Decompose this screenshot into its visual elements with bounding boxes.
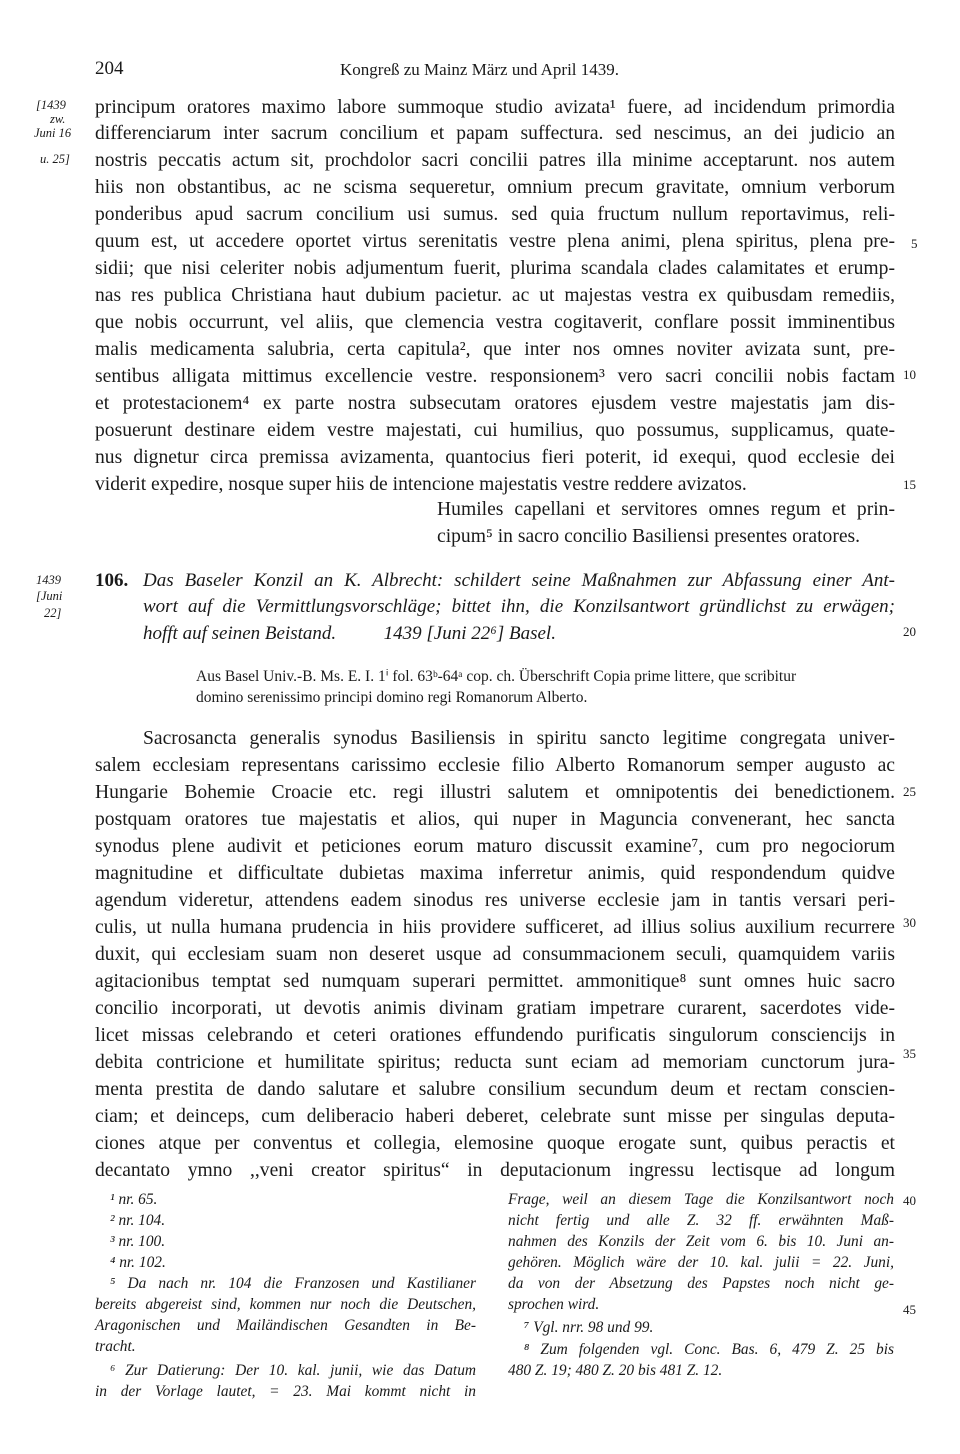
footnote-line: sprochen wird.	[508, 1296, 600, 1313]
line-number: 20	[903, 624, 916, 639]
entry-number: 106.	[95, 570, 129, 591]
letter-line: que nobis occurrunt, vel aliis, que clemencia vestra cogitaverit, conflare possit imminentibus	[95, 312, 895, 333]
footnote-line: nahmen des Konzils der Zeit vom 6. bis 10. Juni an-	[508, 1233, 894, 1250]
letter-line: et protestacionem⁴ ex parte nostra subsecutam oratores ejusdem vestre majestatis jam dis-	[95, 393, 895, 414]
line-number: 25	[903, 784, 916, 799]
footnote-line: da von der Absetzung des Papstes noch nicht ge-	[508, 1275, 894, 1292]
margin-date-line: zw.	[50, 112, 66, 126]
letter-line: posuerunt destinare eidem vestre majestati, cui humilius, quo possumus, supplicamus, quate-	[95, 420, 895, 441]
footnote-line: ³ nr. 100.	[110, 1233, 166, 1250]
signature-line: cipum⁵ in sacro concilio Basiliensi presentes oratores.	[437, 526, 861, 547]
body-line: agendum videretur, attendens eadem sinodus res universe ecclesie jam in tantis versari peri-	[95, 890, 895, 911]
body-line: culis, ut nulla humana prudencia in hiis providere sufficeret, ad illius solius auxilium recurrere	[95, 917, 895, 938]
letter-line: differenciarum inter sacrum concilium et papam suffectura. sed nescimus, an dei judicio an	[95, 123, 895, 144]
margin-date-line: [1439	[36, 98, 66, 112]
letter-line: nas res publica Christiana haut dubium pacietur. ac ut majestas vestra ex quibusdam remediis,	[95, 285, 895, 306]
line-number: 5	[911, 236, 918, 251]
margin-date-line: Juni 16	[34, 126, 72, 140]
body-line: ciones atque per conventus et collegia, elemosine quoque erogate sunt, quibus peractis et	[95, 1133, 895, 1154]
source-note: domino serenissimo principi domino regi Romanorum Alberto.	[196, 689, 588, 706]
line-number: 35	[903, 1046, 916, 1061]
footnote-line: in der Vorlage lautet, = 23. Mai kommt nicht in	[95, 1383, 476, 1400]
body-line: concilio incorporati, ut devotis animis divinam gratiam impetrare curarent, sacerdotes vide-	[95, 998, 895, 1019]
line-number: 15	[903, 477, 916, 492]
page-number: 204	[95, 58, 124, 79]
footnote-line: 480 Z. 19; 480 Z. 20 bis 481 Z. 12.	[508, 1362, 723, 1379]
body-line: debita contricione et humilitate spiritus; reducta sunt eciam ad memoriam cunctorum jura-	[95, 1052, 895, 1073]
letter-line: principum oratores maximo labore summoque studio avizata¹ fuere, ad incidendum primordia	[95, 97, 895, 118]
body-line: decantato ymno ,,veni creator spiritus“ in deputacionum ingressu lectisque ad longum	[95, 1160, 895, 1181]
margin-date-line: 1439	[36, 573, 61, 587]
line-number: 40	[903, 1193, 916, 1208]
line-number: 10	[903, 367, 916, 382]
body-line: Hungarie Bohemie Croacie etc. regi illustri salutem et omnipotentis dei benedictionem.	[95, 782, 895, 803]
footnote-line: tracht.	[95, 1338, 136, 1355]
entry-title-line: wort auf die Vermittlungsvorschläge; bittet ihn, die Konzilsantwort gründlichst zu erwägen;	[143, 596, 895, 617]
margin-date-line: [Juni	[36, 589, 63, 603]
line-number: 45	[903, 1302, 916, 1317]
footnote-line: nicht fertig und alle Z. 32 ff. erwähnten Maß-	[508, 1212, 894, 1229]
margin-date-line: u. 25]	[40, 152, 70, 166]
footnote-line: Frage, weil an diesem Tage die Konzilsantwort noch	[508, 1191, 894, 1208]
body-line: duxit, qui ecclesiam suam non deseret usque ad consummacionem seculi, quamquidem variis	[95, 944, 895, 965]
body-line: ciam; et deinceps, cum deliberacio haberi deberet, celebrate sunt misse per singulas deputa-	[95, 1106, 895, 1127]
footnote-line: ⁸ Zum folgenden vgl. Conc. Bas. 6, 479 Z. 25 bis	[524, 1341, 894, 1358]
letter-line: sidii; que nisi celeriter nobis adjumentum fuerit, plurima scandala clades calamitates et erump-	[95, 258, 895, 279]
source-note: Aus Basel Univ.-B. Ms. E. I. 1ⁱ fol. 63ᵇ-64ᵃ cop. ch. Überschrift Copia prime littere, que scribitur	[196, 668, 797, 685]
footnote-line: bereits abgereist sind, kommen nur noch die Deutschen,	[95, 1296, 476, 1313]
entry-title-line: hofft auf seinen Beistand. 1439 [Juni 22⁶] Basel.	[143, 623, 556, 644]
letter-line: viderit expedire, nosque super hiis de intencione majestatis vestre reddere avizatos.	[95, 474, 747, 495]
body-line: synodus plene audivit et peticiones eorum maturo discussit examine⁷, cum pro negociorum	[95, 836, 895, 857]
letter-line: quum est, ut accedere oportet virtus serenitatis vestre plena animi, plena spiritus, plena pre-	[95, 231, 895, 252]
footnote-line: ⁴ nr. 102.	[110, 1254, 166, 1271]
letter-line: malis medicamenta salubria, certa capitula², que inter nos omnes noviter avizata sunt, pre-	[95, 339, 895, 360]
line-number: 30	[903, 915, 916, 930]
letter-line: ponderibus apud sacrum concilium usi sumus. sed quia fructum nullum reportavimus, reli-	[95, 204, 895, 225]
margin-date-line: 22]	[44, 606, 62, 620]
entry-title-line: Das Baseler Konzil an K. Albrecht: schildert seine Maßnahmen zur Abfassung einer Ant-	[143, 570, 895, 591]
footnote-line: ⁵ Da nach nr. 104 die Franzosen und Kastilianer	[110, 1275, 476, 1292]
letter-line: nus dignetur circa premissa avizamenta, quantocius fieri poterit, id exequi, quod ecclesie dei	[95, 447, 895, 468]
running-title: Kongreß zu Mainz März und April 1439.	[340, 60, 620, 79]
body-line: Sacrosancta generalis synodus Basiliensis in spiritu sancto legitime congregata univer-	[143, 728, 895, 749]
body-line: postquam oratores tue majestatis et alios, qui nuper in Maguncia convenerant, hec sancta	[95, 809, 895, 830]
body-line: menta prestita de dando salutare et salubre consilium secundum deum et rectam conscien-	[95, 1079, 895, 1100]
letter-line: sentibus alligata mittimus excellencie vestre. responsionem³ vero sacri concilii nobis factam	[95, 366, 895, 387]
letter-line: hiis non obstantibus, ac ne scisma sequeretur, omnium precum gravitate, omnium verborum	[95, 177, 895, 198]
body-line: licet missas celebrando et ceteri orationes effundendo purificatis singulorum consciencijs in	[95, 1025, 895, 1046]
body-line: magnitudine et difficultate dubietas maxima inferretur animis, quid respondendum quidve	[95, 863, 895, 884]
footnote-line: ² nr. 104.	[110, 1212, 166, 1229]
letter-line: nostris peccatis actum sit, prochdolor sacri concilii patres illa minime acceptarunt. nos autem	[95, 150, 895, 171]
footnote-line: ¹ nr. 65.	[110, 1191, 158, 1208]
signature-line: Humiles capellani et servitores omnes regum et prin-	[437, 499, 895, 520]
body-line: agitacionibus temptat sed numquam superari permittet. ammonitique⁸ sunt omnes huic sacro	[95, 971, 895, 992]
footnote-line: ⁶ Zur Datierung: Der 10. kal. junii, wie das Datum	[110, 1362, 476, 1379]
footnote-line: Aragonischen und Mailändischen Gesandten in Be-	[95, 1317, 476, 1334]
footnote-line: gehören. Möglich wäre der 10. kal. julii = 22. Juni,	[508, 1254, 894, 1271]
body-line: salem ecclesiam representans carissimo ecclesie filio Alberto Romanorum semper augusto ac	[95, 755, 895, 776]
footnote-line: ⁷ Vgl. nrr. 98 und 99.	[524, 1319, 654, 1336]
